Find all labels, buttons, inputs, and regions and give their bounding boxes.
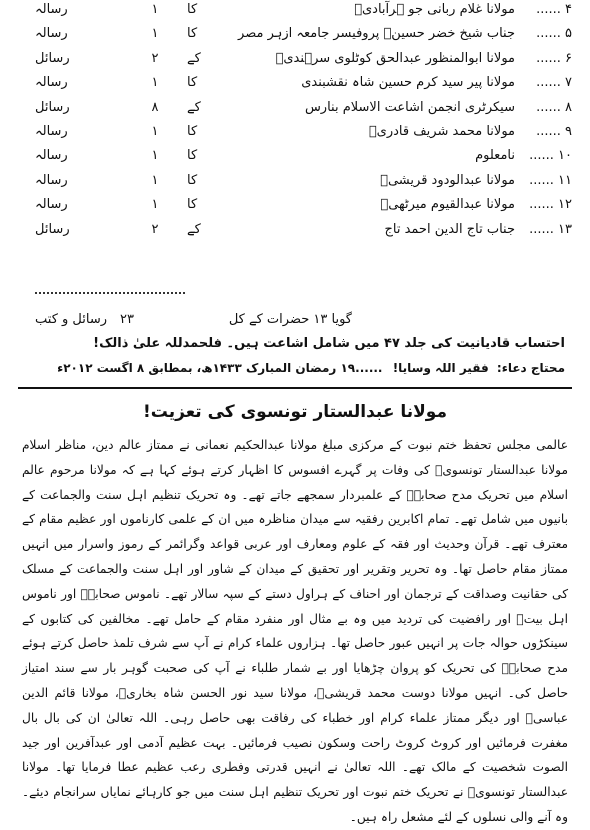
item-kind: رسالہ [35,2,68,17]
item-particle: کا [187,2,198,17]
item-kind: رسائل [35,99,70,115]
item-count: ۱ [151,148,159,164]
list-item [0,220,590,244]
list-item [0,0,590,24]
total-row [0,312,590,334]
list-item [0,98,590,122]
item-count: ۲ [151,221,159,237]
item-name: مولانا غلام ربانی جو ہرآبادیؒ [354,2,515,17]
item-number: ۱۳ ...... [532,222,572,237]
item-number: ۷ ...... [532,75,572,90]
item-particle: کا [187,123,198,139]
item-name: مولانا ابوالمنظور عبدالحق کوٹلوی سرہندیؒ [275,50,515,66]
item-kind: رسائل [35,221,70,237]
list-item [0,146,590,170]
item-count: ۸ [151,99,159,115]
item-name: مولانا عبدالودود قریشیؒ [380,172,515,188]
item-number: ۹ ...... [532,124,572,139]
item-number: ۶ ...... [532,51,572,66]
article-title: مولانا عبدالستار تونسوی کی تعزیت! [142,402,447,422]
signature-line [57,361,565,375]
item-count: ۱ [151,26,159,42]
signature-date: ......۱۹ رمضان المبارک ۱۴۳۳ھ، بمطابق ۸ اگست ۲۰۱۲ء [57,361,383,375]
list-item [0,24,590,48]
total-label: گویا ۱۳ حضرات کے کل [228,312,352,327]
item-kind: رسالہ [35,172,68,188]
list-item [0,122,590,146]
item-particle: کا [187,26,198,42]
list-item [0,171,590,195]
item-number: ۸ ...... [532,100,572,115]
item-name: مولانا عبدالقیوم میرٹھیؒ [380,197,515,213]
list-item [0,195,590,219]
item-particle: کے [187,99,201,115]
item-particle: کا [187,148,198,164]
signature-name: فقیر اللہ وسایا! [392,361,489,375]
dotted-divider [35,292,185,294]
item-name: مولانا پیر سید کرم حسین شاہ نقشبندی [301,75,515,91]
item-number: ۱۱ ...... [532,173,572,188]
item-number: ۵ ...... [532,26,572,41]
item-name: سیکرٹری انجمن اشاعت الاسلام بنارس [304,99,515,115]
item-number: ۱۰ ...... [532,148,572,163]
item-kind: رسالہ [35,75,68,91]
item-kind: رسالہ [35,26,68,42]
total-count: ۲۳ [120,312,134,327]
item-count: ۱ [151,123,159,139]
item-particle: کا [187,75,198,91]
item-name: جناب تاج الدین احمد تاج [384,221,515,237]
item-count: ۱ [151,2,159,17]
list-item [0,49,590,73]
item-name: نامعلوم [475,148,515,164]
item-particle: کا [187,172,198,188]
item-particle: کے [187,221,201,237]
contributors-list [0,0,590,244]
section-rule [18,387,572,389]
item-kind: رسالہ [35,123,68,139]
publication-note: احتساب قادیانیت کی جلد ۴۷ میں شامل اشاعت ہیں۔ فلحمدللہ علیٰ ذالک! [93,336,565,351]
item-count: ۱ [151,197,159,213]
item-particle: کے [187,50,201,66]
item-count: ۲ [151,50,159,66]
item-name: مولانا محمد شریف قادریؒ [368,123,515,139]
item-number: ۴ ...... [532,2,572,17]
item-name: جناب شیخ خضر حسینؒ پروفیسر جامعہ ازہر مصر [238,26,515,42]
item-count: ۱ [151,172,159,188]
item-number: ۱۲ ...... [532,197,572,212]
item-kind: رسائل [35,50,70,66]
item-kind: رسالہ [35,148,68,164]
list-item [0,73,590,97]
item-kind: رسالہ [35,197,68,213]
signature-prefix: محتاج دعاء: [496,361,565,375]
item-count: ۱ [151,75,159,91]
total-kind: رسائل و کتب [35,312,108,327]
item-particle: کا [187,197,198,213]
article-body: عالمی مجلس تحفظ ختم نبوت کے مرکزی مبلغ مولانا عبدالحکیم نعمانی نے ممتاز عالم دین، مناظر اسلام مولانا عبدالستار تونسویؒ کی وفات پر گہرے افسوس کا اظہار کرتے ہوئے کہا ہے کہ مولانا مرحوم عالم اسلام میں تحریک مدح صحابہؓ کے علمبردار سمجھے جاتے تھے۔ وہ تحریک تنظیم اہل سنت والجماعت کے بانیوں میں شامل تھے۔ تمام اکابرین رفقیہ سے میدان مناظرہ میں ان کے علمی کارناموں اور عظیم مقام کے معترف تھے۔ قرآن وحدیث اور فقہ کے علوم ومعارف اور عربی قواعد وگرائمر کے رموز واسرار میں انہیں ممتاز مقام حاصل تھا۔ وہ تحریر وتقریر اور تحقیق کے میدان کے شاور اور اہل سنت والجماعت کے مسلک کی حقانیت وصداقت کے ترجمان اور احناف کے ہراول دستے کے سپہ سالار تھے۔ ناموس صحابہؓ اور ناموس اہل بیتؓ اور رافضیت کی تردید میں وہ بے مثال اور منفرد مقام کے حامل تھے۔ مخالفین کی کتابوں کے سینکڑوں حوالہ جات پر انہیں عبور حاصل تھا۔ ہزاروں علماء کرام نے آپ سے شرف تلمذ حاصل کرتے ہوئے مدح صحابہؓ کی تحریک کو پروان چڑھایا اور بے شمار طلباء نے آپ کی صحبت گوہر بار سے سند امتیاز حاصل کی۔ انہیں مولانا دوست محمد قریشیؒ، مولانا سید نور الحسن شاہ بخاریؒ، مولانا قائم الدین عباسیؒ اور دیگر ممتاز علماء کرام اور خطباء کی رفاقت بھی حاصل رہی۔ اللہ تعالیٰ ان کی بال بال مغفرت فرمائیں اور کروٹ کروٹ راحت وسکون نصیب فرمائیں۔ بہت عظیم آدمی اور عبدآفرین اور جید الصوت شخصیت کے مالک تھے۔ اللہ تعالیٰ نے انہیں قدرتی وفطری رعب عظیم عطا فرمایا تھا۔ مولانا عبدالستار تونسویؒ نے تحریک ختم نبوت اور تحریک تنظیم اہل سنت میں جو کارہائے نمایاں سرانجام دیئے۔ وہ آنے والی نسلوں کے لئے مشعل راہ ہیں۔ [22,438,568,824]
